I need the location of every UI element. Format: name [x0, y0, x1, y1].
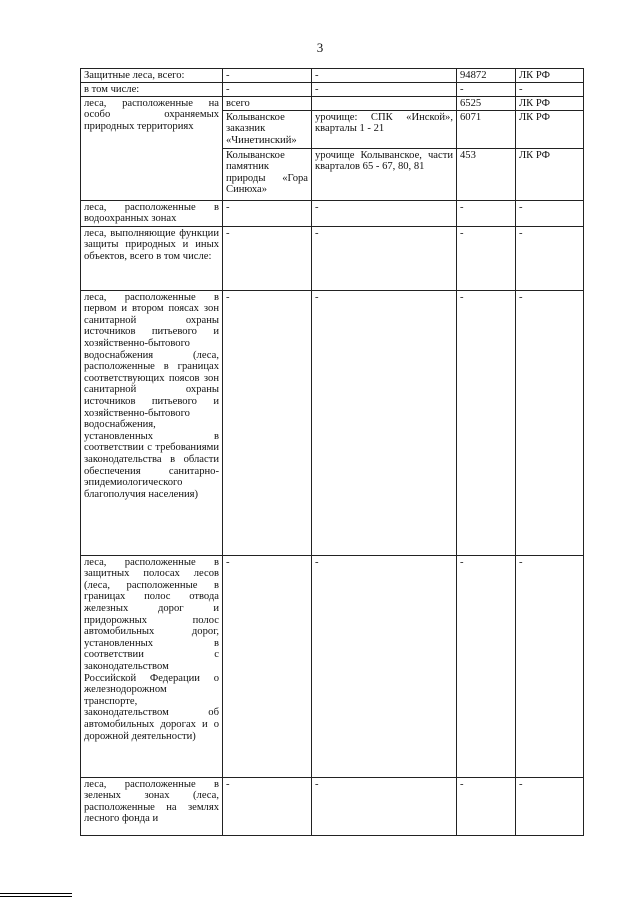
location-cell: всего	[223, 96, 312, 110]
table-row	[81, 226, 584, 290]
category-cell: леса, расположенные в зеленых зонах (леса, расположенные на землях лесного фонда и	[81, 777, 223, 835]
location-cell: Колыванское заказник «Чинетинский»	[223, 110, 312, 148]
area-cell: 453	[457, 148, 516, 200]
tract-cell: -	[312, 555, 457, 777]
tract-cell: -	[312, 290, 457, 555]
area-cell: -	[457, 200, 516, 226]
area-cell: -	[457, 555, 516, 777]
basis-cell: -	[516, 200, 584, 226]
basis-cell: ЛК РФ	[516, 96, 584, 110]
table-row	[81, 777, 584, 835]
location-cell: -	[223, 83, 312, 97]
category-cell: леса, расположенные в водоохранных зонах	[81, 200, 223, 226]
location-cell: -	[223, 290, 312, 555]
location-cell: -	[223, 226, 312, 290]
tract-cell: -	[312, 69, 457, 83]
tract-cell: урочище Колыванское, части кварталов 65 - 67, 80, 81	[312, 148, 457, 200]
category-cell: Защитные леса, всего:	[81, 69, 223, 83]
footnote-rule	[0, 896, 72, 897]
table-row	[81, 290, 584, 555]
area-cell: -	[457, 226, 516, 290]
table-row	[81, 96, 584, 110]
basis-cell: -	[516, 83, 584, 97]
area-cell: -	[457, 290, 516, 555]
tract-cell: -	[312, 200, 457, 226]
basis-cell: ЛК РФ	[516, 110, 584, 148]
table-row	[81, 200, 584, 226]
tract-cell: -	[312, 777, 457, 835]
area-cell: 94872	[457, 69, 516, 83]
tract-cell: урочище: СПК «Инской», кварталы 1 - 21	[312, 110, 457, 148]
table-row	[81, 69, 584, 83]
category-cell: леса, расположенные в первом и втором поясах зон санитарной охраны источников питьевого и хозяйственно-бытового водоснабжения (леса, расположенные в границах соответствующих поясов зон санитарной охраны источников питьевого и хозяйственно-бытового водоснабжения, установленных в соответствии с требованиями законодательства в области обеспечения санитарно-эпидемиологического благополучия населения)	[81, 290, 223, 555]
location-cell: -	[223, 69, 312, 83]
tract-cell	[312, 96, 457, 110]
table-row	[81, 555, 584, 777]
table-row	[81, 83, 584, 97]
area-cell: -	[457, 777, 516, 835]
category-cell: леса, выполняющие функции защиты природных и иных объектов, всего в том числе:	[81, 226, 223, 290]
protective-forests-table	[80, 68, 584, 836]
location-cell: -	[223, 555, 312, 777]
basis-cell: -	[516, 555, 584, 777]
location-cell: Колыванское памятник природы «Гора Синюха»	[223, 148, 312, 200]
category-cell: леса, расположенные в защитных полосах лесов (леса, расположенные в границах полос отвода железных дорог и придорожных полос автомобильных дорог, установленных в соответствии с законодательством Российской Федерации о железнодорожном транспорте, законодательством об автомобильных дорогах и о дорожной деятельности)	[81, 555, 223, 777]
area-cell: 6525	[457, 96, 516, 110]
basis-cell: ЛК РФ	[516, 69, 584, 83]
page-number: 3	[316, 40, 324, 55]
category-cell: в том числе:	[81, 83, 223, 97]
area-cell: -	[457, 83, 516, 97]
tract-cell: -	[312, 83, 457, 97]
location-cell: -	[223, 777, 312, 835]
footnote-rule	[0, 893, 72, 894]
location-cell: -	[223, 200, 312, 226]
basis-cell: -	[516, 290, 584, 555]
basis-cell: -	[516, 777, 584, 835]
basis-cell: -	[516, 226, 584, 290]
tract-cell: -	[312, 226, 457, 290]
basis-cell: ЛК РФ	[516, 148, 584, 200]
area-cell: 6071	[457, 110, 516, 148]
category-cell: леса, расположенные на особо охраняемых природных территориях	[81, 96, 223, 200]
